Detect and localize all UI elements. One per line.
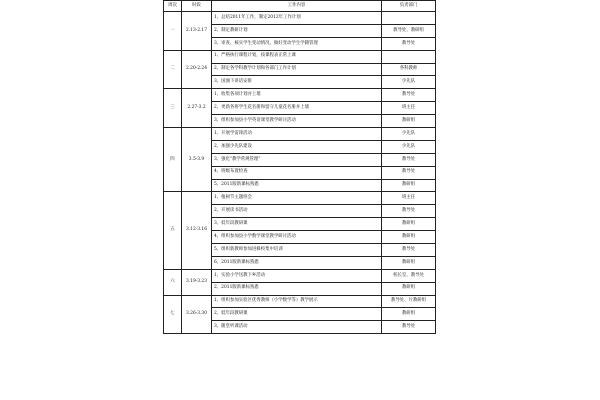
table-row bbox=[164, 89, 436, 102]
department-cell: 教研组 bbox=[382, 218, 436, 231]
department-cell: 教研组 bbox=[382, 308, 436, 321]
task-cell: 2、低年段教研课 bbox=[212, 308, 382, 321]
task-cell: 3、强化"教学常规管理" bbox=[212, 153, 382, 166]
department-cell: 教导处 bbox=[382, 205, 436, 218]
department-cell: 教研组 bbox=[382, 115, 436, 128]
task-cell: 2、制定各学科教学计划和各部门工作计划 bbox=[212, 63, 382, 76]
department-cell: 教导处 bbox=[382, 166, 436, 179]
task-cell: 3、随堂听课活动 bbox=[212, 321, 382, 334]
department-cell: 教研组 bbox=[382, 179, 436, 192]
department-cell: 教导处、教研组 bbox=[382, 24, 436, 37]
department-cell: 校长室、教导处 bbox=[382, 269, 436, 282]
header-dates: 时段 bbox=[182, 1, 212, 12]
task-cell: 3、低年段教研课 bbox=[212, 218, 382, 231]
header-tasks: 工作内容 bbox=[212, 1, 382, 12]
task-cell: 2、加强少先队建设 bbox=[212, 140, 382, 153]
task-cell: 4、班级布置检查 bbox=[212, 166, 382, 179]
task-cell: 1、收集各项计划并上墙 bbox=[212, 89, 382, 102]
department-cell: 教研组 bbox=[382, 231, 436, 244]
table-row bbox=[164, 192, 436, 205]
date-range-cell: 3.19-3.23 bbox=[182, 269, 212, 295]
task-cell: 5、2011版新课标熟悉 bbox=[212, 179, 382, 192]
department-cell: 教导处 bbox=[382, 244, 436, 257]
task-cell: 2、开展读书活动 bbox=[212, 205, 382, 218]
header-row bbox=[164, 1, 436, 12]
department-cell: 教导处、片教研组 bbox=[382, 295, 436, 308]
week-number-cell: 三 bbox=[164, 89, 182, 128]
table-row bbox=[164, 12, 436, 25]
department-cell: 教导处 bbox=[382, 89, 436, 102]
department-cell: 教导处 bbox=[382, 153, 436, 166]
department-cell bbox=[382, 12, 436, 25]
table-row bbox=[164, 269, 436, 282]
task-cell: 1、植树节主题班会 bbox=[212, 192, 382, 205]
schedule-table bbox=[163, 0, 436, 334]
week-number-cell: 七 bbox=[164, 295, 182, 334]
task-cell: 3、审查、核实学生变动情况，做好变动学生学籍管理 bbox=[212, 37, 382, 50]
department-cell: 班主任 bbox=[382, 102, 436, 115]
date-range-cell: 3.12-3.16 bbox=[182, 192, 212, 269]
task-cell: 2、制定教研计划 bbox=[212, 24, 382, 37]
week-number-cell: 五 bbox=[164, 192, 182, 269]
task-cell: 3、国旗下讲话安排 bbox=[212, 76, 382, 89]
department-cell: 教研组 bbox=[382, 256, 436, 269]
task-cell: 2、2011版新课标熟悉 bbox=[212, 282, 382, 295]
task-cell: 6、2011版新课标熟悉 bbox=[212, 256, 382, 269]
department-cell: 少先队 bbox=[382, 76, 436, 89]
task-cell: 1、严格执行课程计划，按课程表正常上课 bbox=[212, 50, 382, 63]
week-number-cell: 四 bbox=[164, 128, 182, 192]
task-cell: 2、更新各班学生花名册和留守儿童花名册并上墙 bbox=[212, 102, 382, 115]
table-row bbox=[164, 50, 436, 63]
schedule-document bbox=[163, 0, 435, 334]
date-range-cell: 2.20-2.24 bbox=[182, 50, 212, 89]
table-row bbox=[164, 295, 436, 308]
department-cell: 教导处 bbox=[382, 321, 436, 334]
date-range-cell: 2.13-2.17 bbox=[182, 12, 212, 51]
task-cell: 3、组织参加县小学英语课堂教学研讨活动 bbox=[212, 115, 382, 128]
table-row bbox=[164, 128, 436, 141]
department-cell: 各科教师 bbox=[382, 63, 436, 76]
department-cell: 教研组 bbox=[382, 282, 436, 295]
department-cell: 教导处 bbox=[382, 37, 436, 50]
task-cell: 1、组织参加实验区优秀教师（小学数学等）教学展示 bbox=[212, 295, 382, 308]
task-cell: 5、组织新教师参加进修校集中培训 bbox=[212, 244, 382, 257]
task-cell: 1、实验小学送教下乡活动 bbox=[212, 269, 382, 282]
week-number-cell: 六 bbox=[164, 269, 182, 295]
department-cell: 少先队 bbox=[382, 140, 436, 153]
date-range-cell: 3.26-3.30 bbox=[182, 295, 212, 334]
header-week: 周次 bbox=[164, 1, 182, 12]
week-number-cell: 二 bbox=[164, 50, 182, 89]
header-department: 负责部门 bbox=[382, 1, 436, 12]
department-cell: 少先队 bbox=[382, 128, 436, 141]
department-cell: 班主任 bbox=[382, 192, 436, 205]
task-cell: 1、开展学雷锋活动 bbox=[212, 128, 382, 141]
week-number-cell: 一 bbox=[164, 12, 182, 51]
task-cell: 1、总结2011年工作，制定2012年工作计划 bbox=[212, 12, 382, 25]
date-range-cell: 3.5-3.9 bbox=[182, 128, 212, 192]
date-range-cell: 2.27-3.2 bbox=[182, 89, 212, 128]
task-cell: 4、组织参加县小学数学课堂教学研讨活动 bbox=[212, 231, 382, 244]
department-cell bbox=[382, 50, 436, 63]
